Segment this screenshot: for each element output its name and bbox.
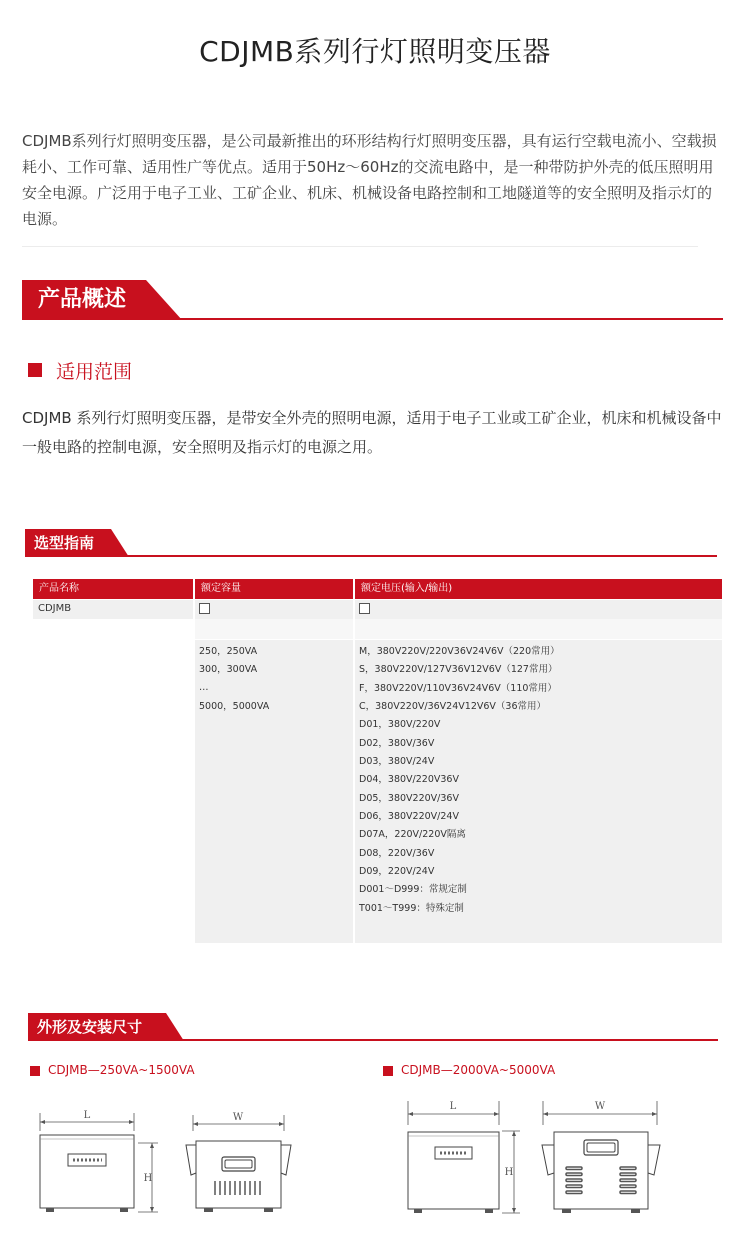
model-label-small: CDJMB—250VA~1500VA	[48, 1063, 195, 1077]
capacity-item: 250，250VA	[199, 646, 258, 657]
table-cell	[355, 619, 722, 639]
dimension-label-h: H	[504, 1167, 514, 1178]
voltage-item: M，380V220V/220V36V24V6V（220常用）	[359, 646, 560, 657]
overview-rule	[22, 318, 723, 320]
checkbox-icon	[359, 603, 370, 614]
voltage-item: D09，220V/24V	[359, 866, 435, 877]
dimension-label-w: W	[594, 1101, 606, 1112]
dimension-label-l: L	[83, 1110, 91, 1121]
dimension-label-w: W	[232, 1112, 244, 1123]
voltage-item: D08，220V/36V	[359, 848, 435, 859]
capacity-item: 300，300VA	[199, 664, 258, 675]
table-cell	[355, 600, 722, 619]
table-cell	[195, 619, 353, 639]
voltage-item: D07A，220V/220V隔离	[359, 829, 466, 840]
header-rated-capacity: 额定容量	[195, 579, 353, 599]
side-view-small-drawing	[182, 1105, 297, 1220]
product-name-cell: CDJMB	[38, 603, 72, 614]
front-view-small-drawing	[30, 1105, 165, 1220]
dimensions-heading: 外形及安装尺寸	[37, 1018, 143, 1036]
front-view-large-drawing	[398, 1095, 523, 1225]
voltage-item: F，380V220V/110V36V24V6V（110常用）	[359, 683, 557, 694]
voltage-item: T001～T999：特殊定制	[359, 903, 464, 914]
voltage-item: D06，380V220V/24V	[359, 811, 459, 822]
dimension-label-l: L	[449, 1101, 457, 1112]
model-label-large: CDJMB—2000VA~5000VA	[401, 1063, 556, 1077]
overview-heading: 产品概述	[38, 287, 127, 312]
capacity-item: 5000，5000VA	[199, 701, 270, 712]
capacity-cell	[195, 640, 353, 943]
selection-heading: 选型指南	[34, 534, 95, 552]
selection-rule	[25, 555, 717, 557]
voltage-item: D01，380V/220V	[359, 719, 441, 730]
divider	[22, 246, 698, 247]
voltage-item: C，380V220V/36V24V12V6V（36常用）	[359, 701, 546, 712]
side-view-large-drawing	[538, 1095, 668, 1225]
header-rated-voltage: 额定电压(输入/输出)	[355, 579, 722, 599]
voltage-item: D001～D999：常规定制	[359, 884, 467, 895]
page-title: CDJMB系列行灯照明变压器	[199, 35, 551, 68]
voltage-item: D04，380V/220V36V	[359, 774, 459, 785]
square-bullet-icon	[383, 1066, 393, 1076]
checkbox-icon	[199, 603, 210, 614]
intro-paragraph: CDJMB系列行灯照明变压器，是公司最新推出的环形结构行灯照明变压器，具有运行空载电流小、空载损耗小、工作可靠、适用性广等优点。适用于50Hz～60Hz的交流电路中，是一种带防护外壳的低压照明用安全电源。广泛用于电子工业、工矿企业、机床、机械设备电路控制和工地隧道等的安全照明及指示灯的电源。	[22, 132, 717, 228]
header-product-name: 产品名称	[33, 579, 193, 599]
usage-paragraph: CDJMB 系列行灯照明变压器，是带安全外壳的照明电源，适用于电子工业或工矿企业，机床和机械设备中一般电路的控制电源，安全照明及指示灯的电源之用。	[22, 409, 722, 456]
usage-heading: 适用范围	[56, 361, 133, 383]
dimension-label-h: H	[143, 1173, 153, 1184]
dimensions-rule	[28, 1039, 718, 1041]
capacity-item: …	[199, 682, 209, 693]
voltage-item: D02，380V/36V	[359, 738, 435, 749]
voltage-item: S，380V220V/127V36V12V6V（127常用）	[359, 664, 558, 675]
square-bullet-icon	[30, 1066, 40, 1076]
voltage-item: D03，380V/24V	[359, 756, 435, 767]
voltage-item: D05，380V220V/36V	[359, 793, 459, 804]
square-bullet-icon	[28, 363, 42, 377]
table-cell	[195, 600, 353, 619]
